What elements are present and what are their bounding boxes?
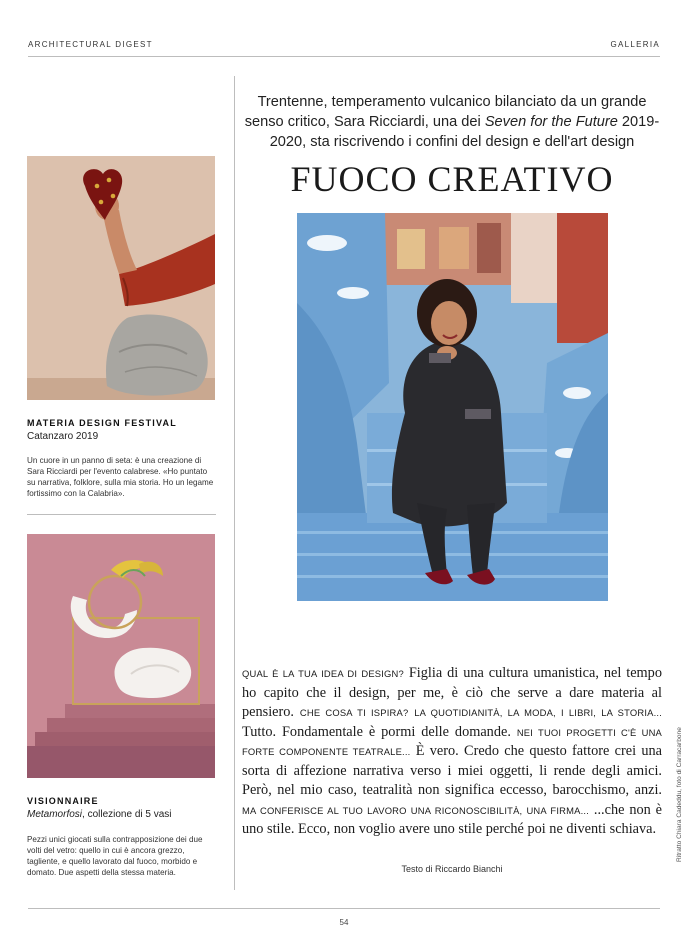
question-2: CHE COSA TI ISPIRA?	[299, 707, 409, 718]
vase-sculpture-photo	[27, 534, 215, 778]
caption-subtitle-festival: Catanzaro 2019	[27, 431, 99, 442]
caption-subtitle-rest: , collezione di 5 vasi	[82, 809, 172, 820]
column-divider	[234, 76, 235, 890]
article-byline: Testo di Riccardo Bianchi	[401, 864, 503, 874]
caption-title-visionnaire: VISIONNAIRE	[27, 796, 99, 806]
magazine-name: ARCHITECTURAL DIGEST	[28, 40, 153, 49]
interview-text	[242, 664, 662, 840]
answer-2b: Tutto. Fondamentale è pormi delle domande.	[242, 723, 517, 740]
caption-subtitle-visionnaire	[27, 809, 172, 820]
deck-part1: Trentenne, temperamento vulcanico bilanciato da un grande senso critico, Sara Ricciardi, una dei	[244, 94, 647, 130]
article-deck	[242, 92, 662, 152]
heart-sculpture-photo	[27, 156, 215, 400]
question-2b: LA QUOTIDIANITÀ, LA MODA, I LIBRI, LA STORIA...	[414, 707, 662, 718]
header-rule	[28, 56, 660, 57]
article-headline: FUOCO CREATIVO	[290, 159, 614, 199]
question-4: MA CONFERISCE AL TUO LAVORO UNA RICONOSCIBILITÀ, UNA FIRMA...	[242, 804, 590, 816]
caption-title-festival: MATERIA DESIGN FESTIVAL	[27, 418, 177, 428]
deck-part2: 2019-2020, sta riscrivendo i confini del design e dell'art design	[269, 114, 660, 150]
sidebar-rule	[27, 514, 216, 515]
photo-credit: Ritratto Chiara Cadeddu, foto di Carracarbone	[676, 727, 683, 862]
caption-body-visionnaire: Pezzi unici giocati sulla contrapposizione dei due volti del vetro: quello in cui è ancora grezzo, tagliente, e quello lavorato dal fuoco, morbido e domato. Due aspetti della stessa materia.	[27, 835, 203, 877]
caption-subtitle-italic: Metamorfosi	[27, 809, 83, 820]
footer-rule	[28, 908, 660, 909]
question-3: NEI TUOI PROGETTI C'È UNA FORTE COMPONENTE TEATRALE...	[242, 726, 663, 757]
deck-italic: Seven for the Future	[484, 114, 618, 130]
portrait-photo	[297, 213, 608, 601]
page-number: 54	[339, 918, 349, 927]
answer-1: Figlia di una cultura umanistica, nel tempo ho capito che il design, per me, è ciò che serve a dare materia al pensiero.	[242, 665, 662, 720]
question-1: QUAL È LA TUA IDEA DI DESIGN?	[242, 668, 404, 679]
answer-4: ...che non è uno stile. Ecco, non voglio avere uno stile perché poi ne diventi schiava.	[242, 801, 663, 837]
caption-body-festival: Un cuore in un panno di seta: è una creazione di Sara Ricciardi per l'evento calabrese. «Ho puntato su narrativa, folklore, sulla mia storia. Ho un legame fortissimo con la Calabria».	[27, 456, 214, 498]
answer-3: È vero. Credo che questo fattore crei una sorta di affezione narrativa verso i miei oggetti, li rende degli amici. Però, nel mio caso, teatralità non significa eccesso, barocchismo, anzi.	[242, 743, 662, 798]
section-name: GALLERIA	[610, 40, 660, 49]
